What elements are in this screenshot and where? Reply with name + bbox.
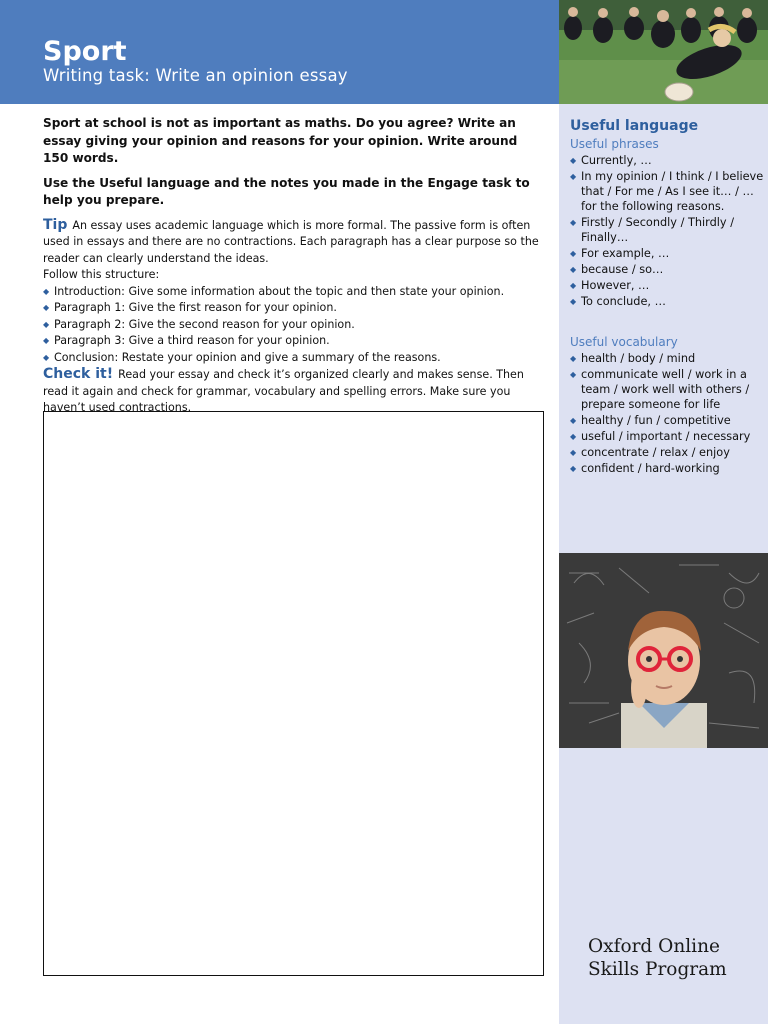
oxford-brand-logo xyxy=(588,935,727,981)
prepare-instruction: Use the Useful language and the notes you made in the Engage task to help you prepare. xyxy=(43,175,530,207)
structure-item: ◆ Paragraph 2: Give the second reason for your opinion. xyxy=(43,317,545,334)
vocab-item: ◆ concentrate / relax / enjoy xyxy=(570,445,766,460)
vocab-item: ◆ useful / important / necessary xyxy=(570,429,766,444)
boy-thinking-photo xyxy=(559,553,768,748)
task-instruction: Sport at school is not as important as maths. Do you agree? Write an essay giving your opinion and reasons for your opinion. Write around 150 words. xyxy=(43,116,518,165)
useful-vocabulary-section xyxy=(570,335,766,477)
tip-text: An essay uses academic language which is more formal. The passive form is often used in essays and there are no contractions. Each paragraph has a clear purpose so the reader can clearly understand the ideas. xyxy=(43,218,539,265)
structure-item: ◆ Introduction: Give some information about the topic and then state your opinion. xyxy=(43,284,545,301)
phrase-item: ◆ However, … xyxy=(570,278,766,293)
header-banner xyxy=(0,0,559,104)
page-subtitle: Writing task: Write an opinion essay xyxy=(43,66,348,85)
phrase-item: ◆ because / so… xyxy=(570,262,766,277)
brand-line-2: Skills Program xyxy=(588,959,727,980)
useful-phrases-title: Useful phrases xyxy=(570,137,659,151)
structure-item: ◆ Conclusion: Restate your opinion and give a summary of the reasons. xyxy=(43,350,545,367)
phrase-item: ◆ In my opinion / I think / I believe that / For me / As I see it… / …for the following reasons. xyxy=(570,169,766,214)
main-content xyxy=(43,115,545,417)
useful-phrases-section xyxy=(570,137,766,310)
phrase-item: ◆ To conclude, … xyxy=(570,294,766,309)
phrase-item: ◆ For example, … xyxy=(570,246,766,261)
useful-language-heading: Useful language xyxy=(570,118,699,134)
page-title: Sport xyxy=(43,36,127,67)
tip-label: Tip xyxy=(43,216,68,233)
check-text: Read your essay and check it’s organized clearly and makes sense. Then read it again and check for grammar, vocabulary and spelling errors. Make sure you haven’t used contractions. xyxy=(43,368,524,414)
structure-item: ◆ Paragraph 1: Give the first reason for your opinion. xyxy=(43,300,545,317)
vocab-item: ◆ healthy / fun / competitive xyxy=(570,413,766,428)
check-label: Check it! xyxy=(43,366,114,382)
structure-item: ◆ Paragraph 3: Give a third reason for your opinion. xyxy=(43,333,545,350)
vocab-item: ◆ communicate well / work in a team / work well with others / prepare someone for life xyxy=(570,367,766,412)
rugby-photo xyxy=(559,0,768,104)
check-paragraph xyxy=(43,366,545,417)
phrase-item: ◆ Currently, … xyxy=(570,153,766,168)
structure-list xyxy=(43,284,545,367)
structure-intro: Follow this structure: xyxy=(43,268,160,281)
phrase-item: ◆ Firstly / Secondly / Thirdly / Finally… xyxy=(570,215,766,245)
essay-writing-area[interactable] xyxy=(43,411,544,976)
vocab-item: ◆ confident / hard-working xyxy=(570,461,766,476)
brand-line-1: Oxford Online xyxy=(588,936,720,957)
vocab-item: ◆ health / body / mind xyxy=(570,351,766,366)
useful-vocabulary-title: Useful vocabulary xyxy=(570,335,678,349)
tip-paragraph xyxy=(43,217,545,268)
